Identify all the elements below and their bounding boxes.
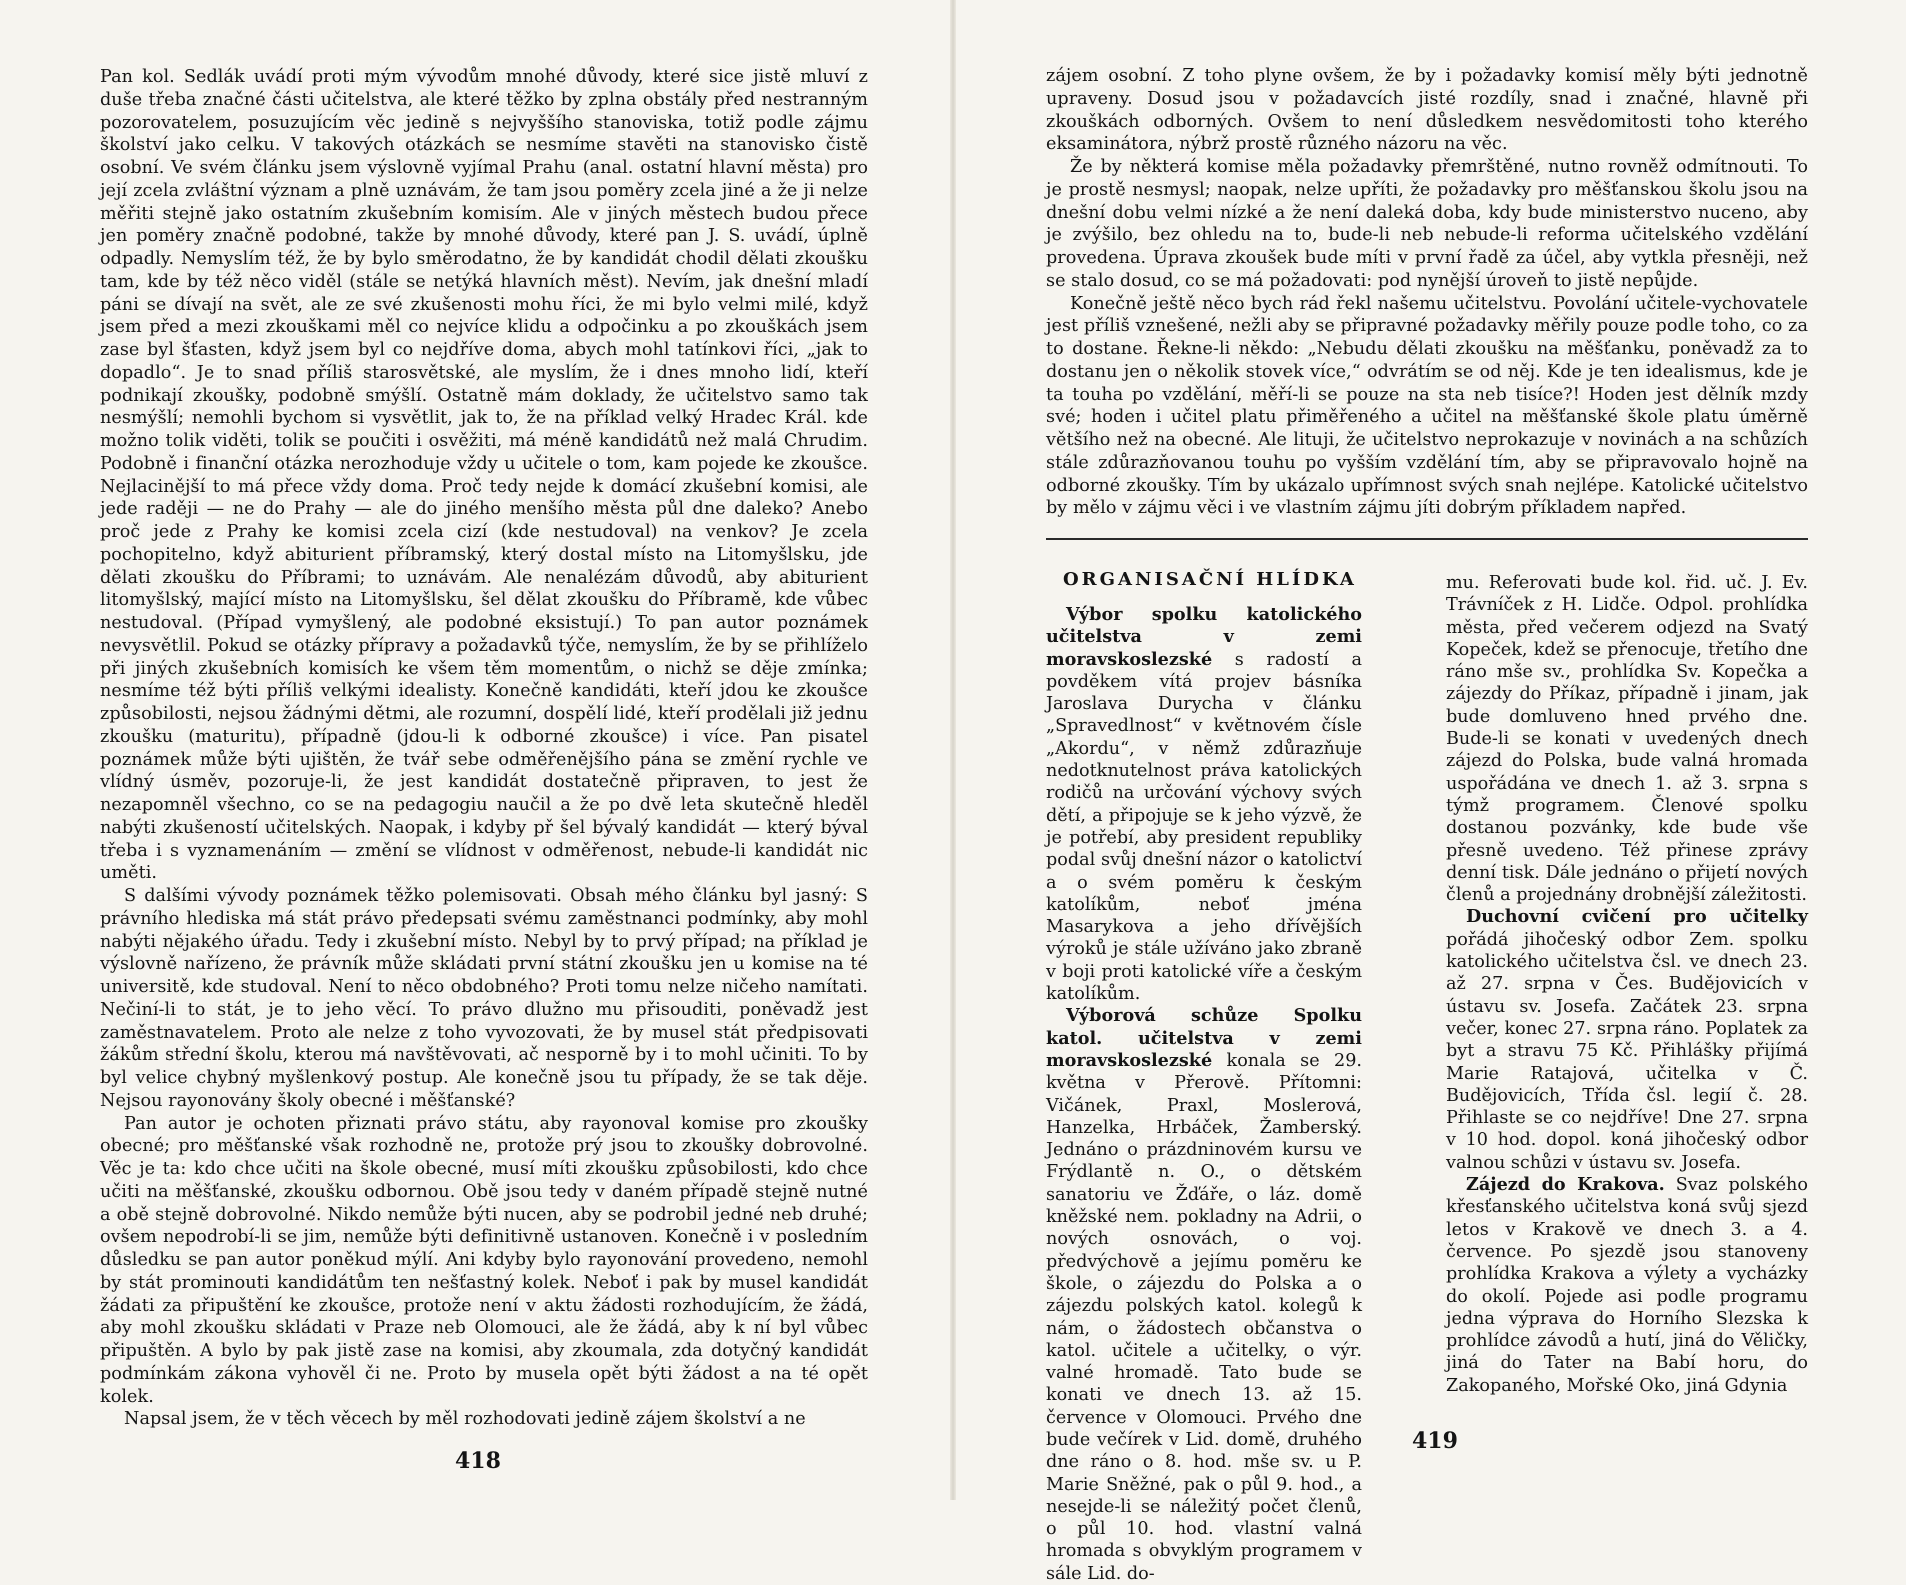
left-paragraph: Pan autor je ochoten přiznati právo státu, aby rayonoval komise pro zkoušky obecné; pro měšťanské však rozhodně ne, protože prý jsou to zkoušky dobrovolné. Věc je ta: kdo chce učiti na škole obecné, musí míti zkoušku způsobilosti, kdo chce učiti na měšťanské, zkoušku odbornou. Obě jsou tedy v daném případě stejně nutné a obě stejně dobrovolné. Nikdo nemůže býti nucen, aby se podrobil jedné neb druhé; ovšem nepodrobí-li se jim, nemůže býti definitivně ustanoven. Konečně i v posledním důsledku se pan autor poněkud mýlí. Ani kdyby bylo rayonování provedeno, nemohl by stát prominouti kandidátům ten nešťastný kolek. Neboť i pak by musel kandidát žádati za připuštění ke zkoušce, protože není v aktu žádosti rozhodujícím, že žádá, aby mohl zkoušku skládati v Praze neb Olomouci, ale že žádá, aby k ní byl vůbec připuštěn. A bylo by pak jistě zase na komisi, aby zkoumala, zda dotyčný kandidát podmínkám zákona vyhověl či ne. Proto by musela opět býti žádost a na té opět kolek. — [100, 1113, 868, 1407]
page-number-left: 418 — [455, 1448, 501, 1474]
section-heading: ORGANISAČNÍ HLÍDKA — [1063, 569, 1357, 590]
news-item-text: mu. Referovati bude kol. řid. uč. J. Ev. Trávníček z H. Lidče. Odpol. prohlídka města, před večerem odjezd na Svatý Kopeček, kdež se přenocuje, třetího dne ráno mše sv., prohlídka Sv. Kopečka a zájezdy do Příkaz, případně i jinam, jak bude domluveno hned prvého dne. Bude-li se konati v uvedených dnech zájezd do Polska, bude valná hromada uspořádána ve dnech 1. až 3. srpna s týmž programem. Členové spolku dostanou pozvánky, kde bude vše přesně uvedeno. Též přinese zprávy denní tisk. Dále jednáno o přijetí nových členů a projednány drobnější záležitosti. — [1446, 573, 1808, 906]
left-page — [0, 0, 953, 1500]
news-item — [1446, 572, 1808, 906]
news-item — [1046, 604, 1362, 1005]
news-item-text: Svaz polského křesťanského učitelstva koná svůj sjezd letos v Krakově ve dnech 3. a 4. července. Po sjezdě jsou stanoveny prohlídka Krakova a výlety a vycházky do okolí. Pojede asi podle programu jedna výprava do Horního Slezska k prohlídce závodů a hutí, jiná do Věličky, jiná do Tater na Babí horu, do Zakopaného, Mořské Oko, jiná Gdynia — [1446, 1175, 1808, 1396]
left-paragraph: Napsal jsem, že v těch věcech by měl rozhodovati jedině zájem školství a ne — [124, 1409, 806, 1430]
news-item-lead: Výborová schůze Spolku katol. učitelstva v zemi moravskoslezské — [1046, 1005, 1362, 1071]
news-column-right — [1446, 572, 1808, 1397]
news-item — [1446, 1174, 1808, 1397]
section-divider — [1046, 538, 1808, 540]
right-page-body — [1046, 65, 1808, 520]
news-item-lead: Zájezd do Krakova. — [1466, 1174, 1665, 1196]
news-item-lead: Duchovní cvičení pro učitelky — [1466, 906, 1808, 928]
page-number-right: 419 — [1412, 1428, 1458, 1454]
left-page-body — [100, 66, 868, 1431]
news-item — [1046, 1005, 1362, 1585]
news-item-text: s radostí a povděkem vítá projev básníka Jaroslava Durycha v článku „Spravedlnost“ v květnovém čísle „Akordu“, v němž zdůrazňuje nedotknutelnost práva katolických rodičů na určování výchovy svých dětí, a připojuje se k jeho výzvě, že je potřebí, aby president republiky podal svůj dnešní názor o katolictví a o svém poměru k českým katolíkům, neboť jména Masarykova a jeho dřívějších výroků je stále užíváno jako zbraně v boji proti katolické víře a českým katolíkům. — [1046, 649, 1362, 1005]
right-page — [953, 0, 1906, 1584]
news-item-lead: Výbor spolku katolického učitelstva v zemi moravskoslezské — [1046, 604, 1362, 670]
left-paragraph: Pan kol. Sedlák uvádí proti mým vývodům mnohé důvody, které sice jistě mluví z duše třeba značné části učitelstva, ale které těžko by zplna obstály před nestranným pozorovatelem, posuzujícím věc jedině s nejvyššího stanoviska, totiž podle zájmu školství jako celku. V takových otázkách se nesmíme stavěti na stanovisko čistě osobní. Ve svém článku jsem výslovně vyjímal Prahu (anal. ostatní hlavní města) pro její zcela zvláštní význam a plně uznávám, že tam jsou poměry zcela jiné a že ji nelze měřiti stejně jako ostatním zkušebním komisím. Ale v jiných městech budou přece jen poměry značně podobné, takže by mnohé důvody, které pan J. S. uvádí, úplně odpadly. Nemyslím též, že by bylo směrodatno, že by kandidát chodil dělati zkoušku tam, kde by též něco viděl (stále se netýká hlavních měst). Nevím, jak dnešní mladí páni se dívají na svět, ale ze své zkušenosti mohu říci, že mi bylo velmi milé, když jsem před a mezi zkouškami měl co nejvíce klidu a odpočinku a po zkouškách jsem zase byl šťasten, když jsem byl co nejdříve doma, abych mohl tatínkovi říci, „jak to dopadlo“. Je to snad příliš starosvětské, ale myslím, že i dnes mnoho lidí, kteří podnikají zkoušky, podobně smýšlí. Ostatně mám doklady, že učitelstvo samo tak nesmýšlí; nemohli bychom si vysvětlit, jak to, že na příklad velký Hradec Král. kde možno tolik viděti, tolik se poučiti i osvěžiti, má méně kandidátů než malá Chrudim. Podobně i finanční otázka nerozhoduje vždy u učitele o tom, kam pojede ke zkoušce. Nejlacinější to má přece vždy doma. Proč tedy nejde k domácí zkušební komisi, ale jede raději — ne do Prahy — ale do jiného menšího města půl dne daleko? Anebo proč jede z Prahy ke komisi zcela cizí (kde nestudoval) na venkov? Je zcela pochopitelno, když abiturient příbramský, který dostal místo na Litomyšlsku, jde dělati zkoušku do Příbrami; to uznávám. Ale nenalézám důvodů, aby abiturient litomyšlský, mající místo na Litomyšlsku, šel dělat zkoušku do Příbramě, kde vůbec nestudoval. (Případ vymyšlený, ale podobné eksistují.) To pan autor poznámek nevysvětlil. Pokud se otázky přípravy a požadavků týče, nemyslím, že by se přihlíželo při jiných zkušebních komisích ke všem těm momentům, o nichž se děje zmínka; nesmíme též býti příliš velkými idealisty. Konečně kandidáti, kteří jdou ke zkoušce způsobilosti, nejsou žádnými dětmi, ale rozumní, dospělí lidé, kteří prodělali již jednu zkoušku (maturitu), případně (jdou-li k odborné zkoušce) i více. Pan pisatel poznámek může býti ujištěn, že tvář sebe odměřenějšího pána se změní rychle ve vlídný úsměv, pozoruje-li, že jest kandidát dostatečně připraven, to jest že nezapomněl všechno, co se na pedagogiu naučil a že po dvě leta skutečně hleděl nabýti zkušeností učitelských. Naopak, i kdyby př šel bývalý kandidát — který býval třeba i s vyznamenáním — změní se vlídnost v odměřenost, nebude-li kandidát nic uměti. — [100, 67, 868, 884]
left-paragraph: S dalšími vývody poznámek těžko polemisovati. Obsah mého článku byl jasný: S právního hlediska má stát právo předepsati svému zaměstnanci podmínky, aby mohl nabýti nějakého úřadu. Tedy i zkušební místo. Nebyl by to prvý případ; na příklad je výslovně nařízeno, že právník může skládati první státní zkoušku jen u komise na té universitě, kde studoval. Není to něco obdobného? Proti tomu nelze ničeho namítati. Nečiní-li to stát, je to jeho věcí. To právo dlužno mu přisouditi, poněvadž jest zaměstnavatelem. Proto ale nelze z toho vyvozovati, že by musel stát předpisovati žákům střední školu, kterou má navštěvovati, ač nesporně by i to mohl učiniti. To by byl velice chybný myšlenkový postup. Ale konečně jsou tu případy, že se tak děje. Nejsou rayonovány školy obecné i měšťanské? — [100, 886, 868, 1111]
right-paragraph: zájem osobní. Z toho plyne ovšem, že by i požadavky komisí měly býti jednotně upraveny. Dosud jsou v požadavcích jisté rozdíly, snad i značné, hlavně při zkouškách odborných. Ovšem to není důsledkem nesvědomitosti toho kterého eksaminátora, nýbrž prostě různého názoru na věc. — [1046, 66, 1808, 155]
news-item-text: konala se 29. května v Přerově. Přítomni: Vičánek, Praxl, Moslerová, Hanzelka, Hrbáček, Žamberský. Jednáno o prázdninovém kursu ve Frýdlantě n. O., o dětském sanatoriu ve Žďáře, o láz. domě kněžské nem. pokladny na Adrii, o nových osnovách, o voj. předvýchově a jejímu poměru ke škole, o zájezdu do Polska a o zájezdu polských katol. kolegů k nám, o žádostech občanstva o katol. učitele a učitelky, o výr. valné hromadě. Tato bude se konati ve dnech 13. až 15. července v Olomouci. Prvého dne bude večírek v Lid. domě, druhého dne ráno o 8. hod. mše sv. u P. Marie Sněžné, pak o půl 9. hod., a nesejde-li se náležitý počet členů, o půl 10. hod. vlastní valná hromada s obvyklým programem v sále Lid. do- — [1046, 1050, 1362, 1584]
news-item-text: pořádá jihočeský odbor Zem. spolku katolického učitelstva čsl. ve dnech 23. až 27. srpna v Čes. Budějovicích v ústavu sv. Josefa. Začátek 23. srpna večer, konec 27. srpna ráno. Poplatek za byt a stravu 75 Kč. Přihlášky přijímá Marie Ratajová, učitelka v Č. Budějovicích, Třída čsl. legií č. 28. Přihlaste se co nejdříve! Dne 27. srpna v 10 hod. dopol. koná jihočeský odbor valnou schůzi v ústavu sv. Josefa. — [1446, 929, 1808, 1173]
right-paragraph: Konečně ještě něco bych rád řekl našemu učitelstvu. Povolání učitele-vychovatele jest příliš vznešené, nežli aby se připravné požadavky měřily pouze podle toho, co za to dostane. Řekne-li někdo: „Nebudu dělati zkoušku na měšťanku, poněvadž za to dostanu jen o několik stovek více,“ odvrátím se od něj. Kde je ten idealismus, kde je ta touha po vzdělání, měří-li se pouze na sta neb tisíce?! Hoden jest dělník mzdy své; hoden i učitel platu přiměřeného a učitel na měšťanské škole platu úměrně většího než na obecné. Ale lituji, že učitelstvo neprokazuje v novinách a na schůzích stále zdůrazňovanou touhu po vyšším vzdělání tím, aby se připravovalo hojně na odborné zkoušky. Tím by ukázalo upřímnost svých snah nejlépe. Katolické učitelstvo by mělo v zájmu věci i ve vlastním zájmu jíti dobrým příkladem napřed. — [1046, 293, 1808, 519]
right-paragraph: Že by některá komise měla požadavky přemrštěné, nutno rovněž odmítnouti. To je prostě nesmysl; naopak, nelze upříti, že požadavky pro měšťanskou školu jsou na dnešní dobu velmi nízké a že není daleká doba, kdy bude ministerstvo nuceno, aby je zvýšilo, bez ohledu na to, bude-li neb nebude-li reforma učitelského vzdělání provedena. Úprava zkoušek bude míti v první řadě za účel, aby vytkla přesněji, než se stalo dosud, co se má požadovati: pod nynější úroveň to jistě nepůjde. — [1046, 157, 1808, 291]
news-column-left — [1046, 604, 1362, 1585]
news-item — [1446, 906, 1808, 1174]
